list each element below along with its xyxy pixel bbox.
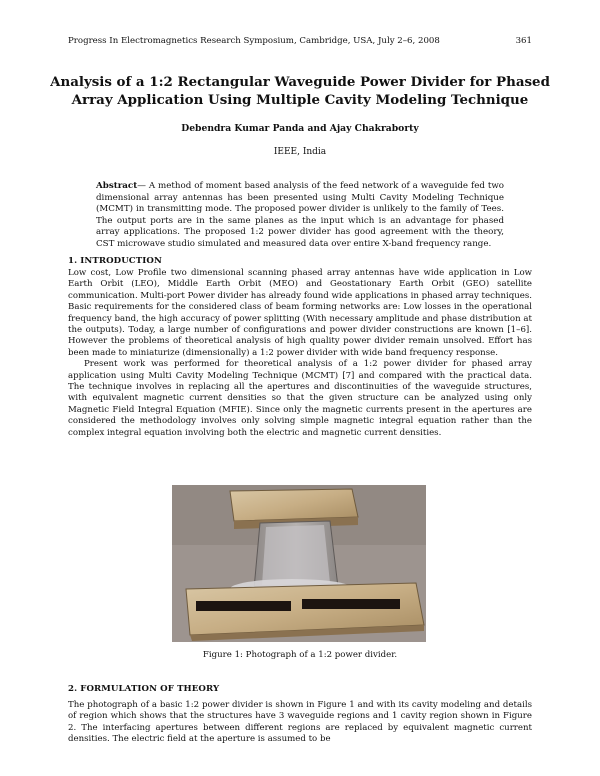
abstract (96, 181, 504, 251)
section-heading-formulation: 2. FORMULATION OF THEORY (68, 684, 220, 694)
abstract-text: — A method of moment based analysis of the feed network of a waveguide fed two dimensional array antennas has been presented using Multi Cavity Modeling Technique (MCMT) in transmitting mode. The proposed power divider is unlikely to the family of Tees. The output ports are in the same planes as the input which is an advantage for phased array applications. The proposed 1:2 power divider has good agreement with the theory, CST microwave studio simulated and measured data over entire X-band frequency range. (96, 181, 504, 249)
abstract-label: Abstract (96, 181, 138, 191)
power-divider-illustration (172, 485, 426, 642)
paper-title: Analysis of a 1:2 Rectangular Waveguide Power Divider for Phased Array Application Using Multiple Cavity Modeling Technique (50, 74, 550, 108)
power-divider-photo (172, 485, 426, 642)
paper-affiliation: IEEE, India (273, 147, 327, 157)
figure-1-caption: Figure 1: Photograph of a 1:2 power divider. (202, 650, 398, 660)
page-number: 361 (515, 36, 532, 46)
formulation-paragraph-1: The photograph of a basic 1:2 power divider is shown in Figure 1 and with its cavity modeling and details of region which shows that the structures have 3 waveguide regions and 1 cavity region shown in Figure 2. The interfacing apertures between different regions are replaced by equivalent magnetic current densities. The electric field at the aperture is assumed to be (68, 700, 532, 745)
intro-paragraph-2: Present work was performed for theoretical analysis of a 1:2 power divider for phased array application using Multi Cavity Modeling Technique (MCMT) [7] and compared with the practical data. The technique involves in replacing all the apertures and discontinuities of the waveguide structures, with equivalent magnetic current densities so that the given structure can be analyzed using only Magnetic Field Integral Equation (MFIE). Since only the magnetic currents present in the apertures are considered the methodology involves only solving simple magnetic integral equation rather than the complex integral equation involving both the electric and magnetic current densities. (68, 359, 532, 438)
formulation-body (68, 700, 532, 746)
paper-authors: Debendra Kumar Panda and Ajay Chakraborty (181, 123, 419, 134)
introduction-body (68, 268, 532, 439)
section-heading-introduction: 1. INTRODUCTION (68, 256, 162, 266)
intro-paragraph-1: Low cost, Low Profile two dimensional scanning phased array antennas have wide application in Low Earth Orbit (LEO), Middle Earth Orbit (MEO) and Geostationary Earth Orbit (GEO) satellite communication. Multi-port Power divider has already found wide applications in phased array techniques. Basic requirements for the considered class of beam forming networks are: Low losses in the operational frequency band, the high accuracy of power splitting (With necessary amplitude and phase distribution at the outputs). Today, a large number of configurations and power divider constructions are known [1–6]. However the problems of theoretical analysis of high quality power divider remain unsolved. Effort has been made to miniaturize (dimensionally) a 1:2 power divider with wide band frequency response. (68, 268, 532, 358)
running-header: Progress In Electromagnetics Research Symposium, Cambridge, USA, July 2–6, 2008 (68, 36, 440, 46)
